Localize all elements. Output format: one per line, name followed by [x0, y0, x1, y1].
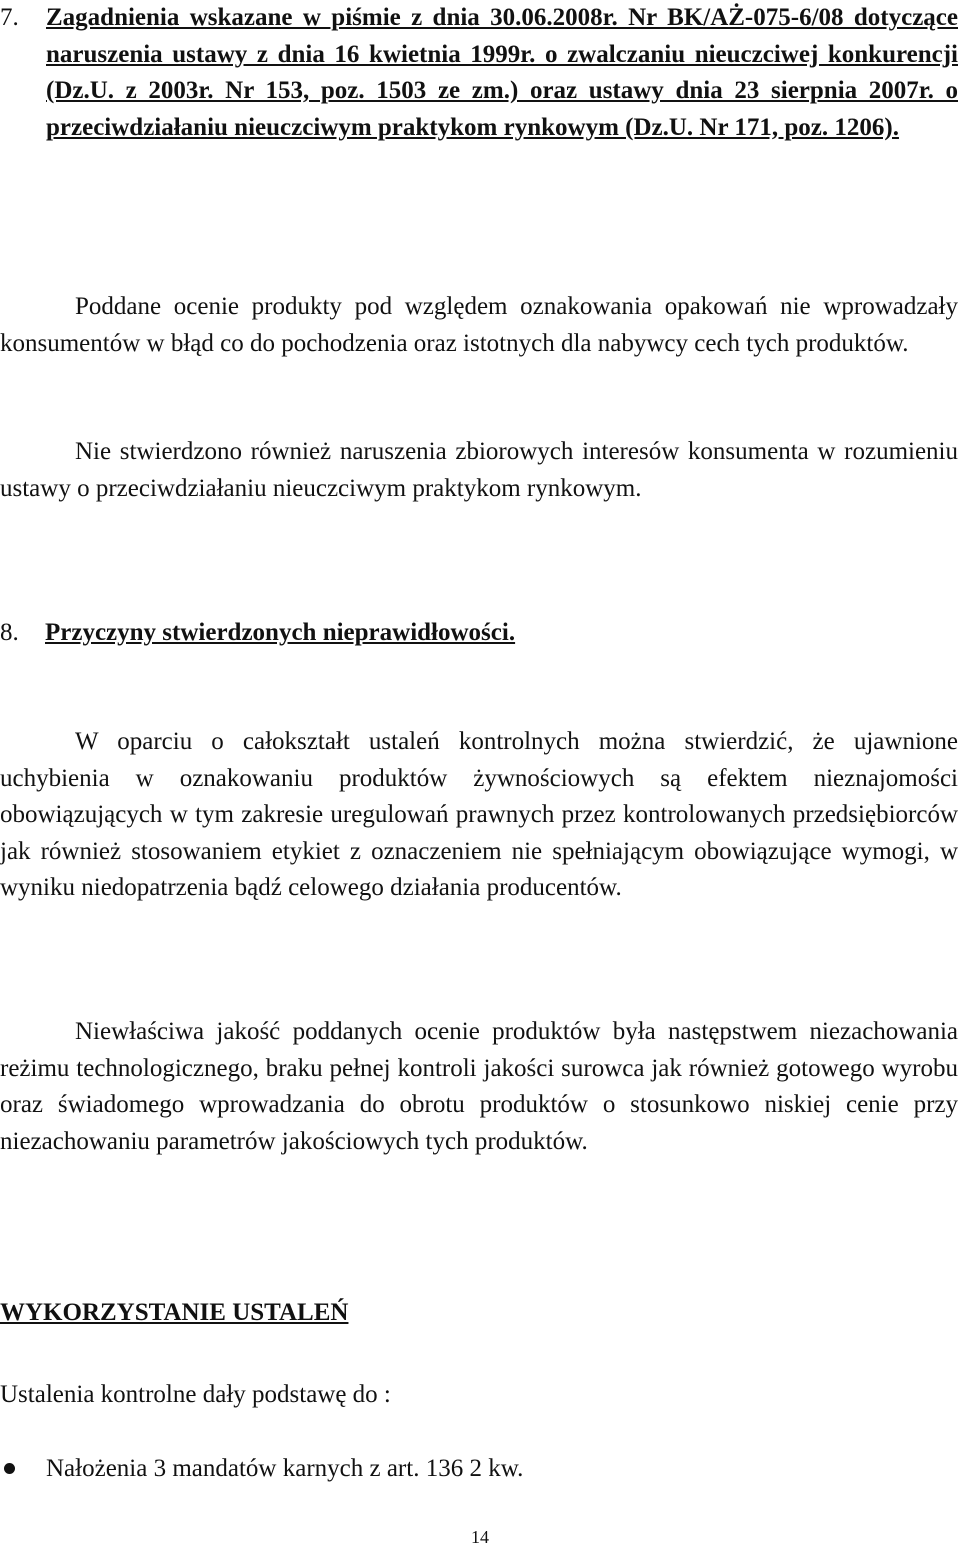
section-8-heading: [0, 615, 958, 652]
section-8-paragraph-1: W oparciu o całokształt ustaleń kontrolnych można stwierdzić, że ujawnione uchybienia w oznakowaniu produktów żywnościowych są efektem nieznajomości obowiązujących w tym zakresie uregulowań prawnych przez kontrolowanych przedsiębiorców jak również stosowaniem etykiet z oznaczeniem nie spełniającym obowiązujące wymogi, w wyniku niedopatrzenia bądź celowego działania producentów.: [0, 728, 958, 901]
section-7-paragraph-2: Nie stwierdzono również naruszenia zbiorowych interesów konsumenta w rozumieniu ustawy o przeciwdziałaniu nieuczciwym praktykom rynkowym.: [0, 438, 958, 502]
bullet-icon: [4, 1463, 15, 1474]
list-item-text: Nałożenia 3 mandatów karnych z art. 136 2 kw.: [46, 1455, 524, 1482]
section-7-heading: [0, 0, 958, 146]
section-8-number: 8.: [0, 619, 19, 646]
list-item: [0, 1451, 958, 1487]
usage-intro: Ustalenia kontrolne dały podstawę do :: [0, 1381, 391, 1408]
section-7-title: Zagadnienia wskazane w piśmie z dnia 30.06.2008r. Nr BK/AŻ-075-6/08 dotyczące naruszenia ustawy z dnia 16 kwietnia 1999r. o zwalczaniu nieuczciwej konkurencji (Dz.U. z 2003r. Nr 153, poz. 1503 ze zm.) oraz ustawy dnia 23 sierpnia 2007r. o przeciwdziałaniu nieuczciwym praktykom rynkowym (Dz.U. Nr 171, poz. 1206).: [46, 4, 958, 141]
section-8-title: Przyczyny stwierdzonych nieprawidłowości.: [45, 619, 516, 646]
section-8-paragraph-2: Niewłaściwa jakość poddanych ocenie produktów była następstwem niezachowania reżimu technologicznego, braku pełnej kontroli jakości surowca jak również gotowego wyrobu oraz świadomego wprowadzania do obrotu produktów o stosunkowo niskiej cenie przy niezachowaniu parametrów jakościowych tych produktów.: [0, 1018, 958, 1155]
section-7-number: 7.: [0, 4, 19, 31]
section-7-paragraph-1: Poddane ocenie produkty pod względem oznakowania opakowań nie wprowadzały konsumentów w błąd co do pochodzenia oraz istotnych dla nabywcy cech tych produktów.: [0, 293, 958, 357]
usage-heading: WYKORZYSTANIE USTALEŃ: [0, 1299, 349, 1326]
page-number: 14: [471, 1527, 489, 1547]
